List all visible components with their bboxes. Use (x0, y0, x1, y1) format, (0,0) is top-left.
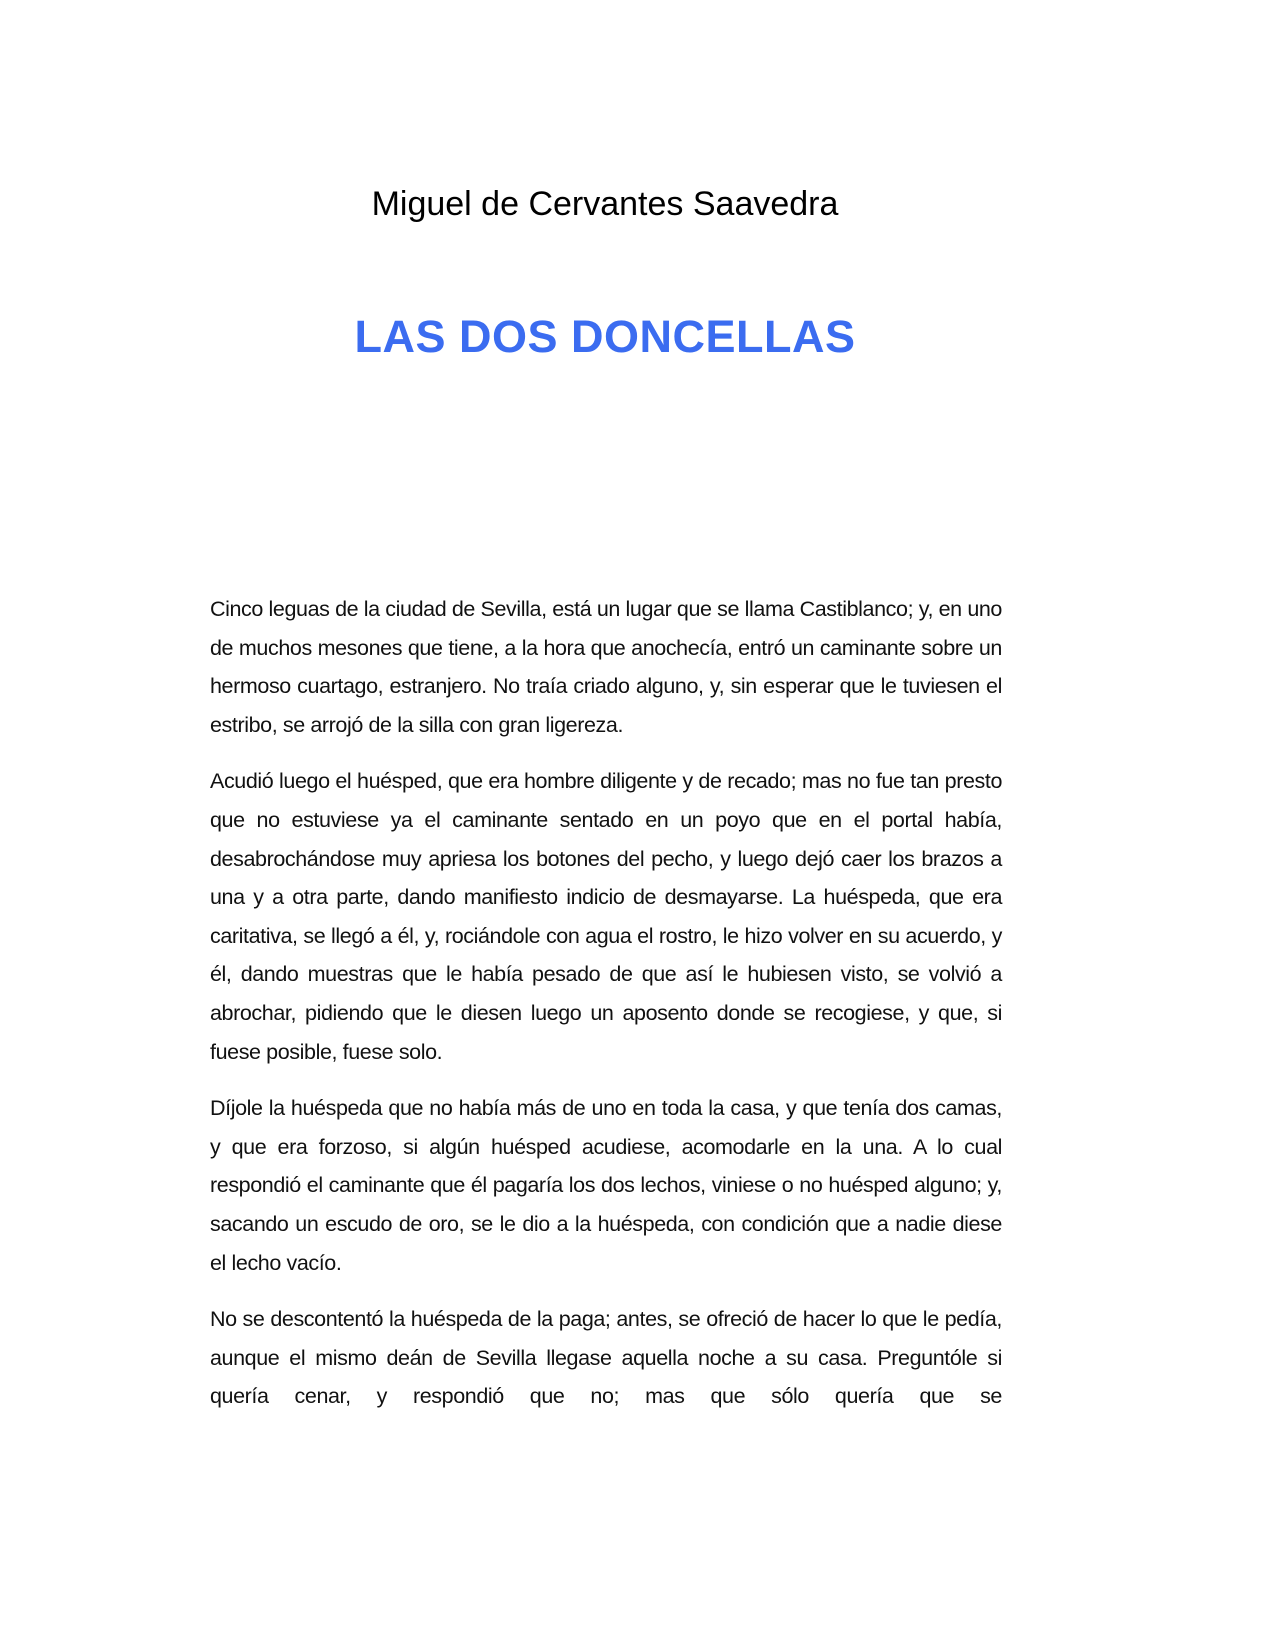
body-text (210, 590, 1002, 1434)
paragraph: Díjole la huéspeda que no había más de uno en toda la casa, y que tenía dos camas, y que era forzoso, si algún huésped acudiese, acomodarle en la una. A lo cual respondió el caminante que él pagaría los dos lechos, viniese o no huésped alguno; y, sacando un escudo de oro, se le dio a la huéspeda, con condición que a nadie diese el lecho vacío. (210, 1096, 1002, 1275)
document-title: LAS DOS DONCELLAS (354, 311, 856, 362)
author-name: Miguel de Cervantes Saavedra (371, 185, 839, 223)
paragraph: Acudió luego el huésped, que era hombre diligente y de recado; mas no fue tan presto que no estuviese ya el caminante sentado en un poyo que en el portal había, desabrochándose muy apriesa los botones del pecho, y luego dejó caer los brazos a una y a otra parte, dando manifiesto indicio de desmayarse. La huéspeda, que era caritativa, se llegó a él, y, rociándole con agua el rostro, le hizo volver en su acuerdo, y él, dando muestras que le había pesado de que así le hubiesen visto, se volvió a abrochar, pidiendo que le diesen luego un aposento donde se recogiese, y que, si fuese posible, fuese solo. (210, 769, 1002, 1064)
paragraph: Cinco leguas de la ciudad de Sevilla, está un lugar que se llama Castiblanco; y, en uno de muchos mesones que tiene, a la hora que anochecía, entró un caminante sobre un hermoso cuartago, estranjero. No traía criado alguno, y, sin esperar que le tuviesen el estribo, se arrojó de la silla con gran ligereza. (210, 597, 1002, 737)
paragraph: No se descontentó la huéspeda de la paga; antes, se ofreció de hacer lo que le pedía, aunque el mismo deán de Sevilla llegase aquella noche a su casa. Preguntóle si quería cenar, y respondió que no; mas que sólo quería que se (210, 1307, 1002, 1409)
